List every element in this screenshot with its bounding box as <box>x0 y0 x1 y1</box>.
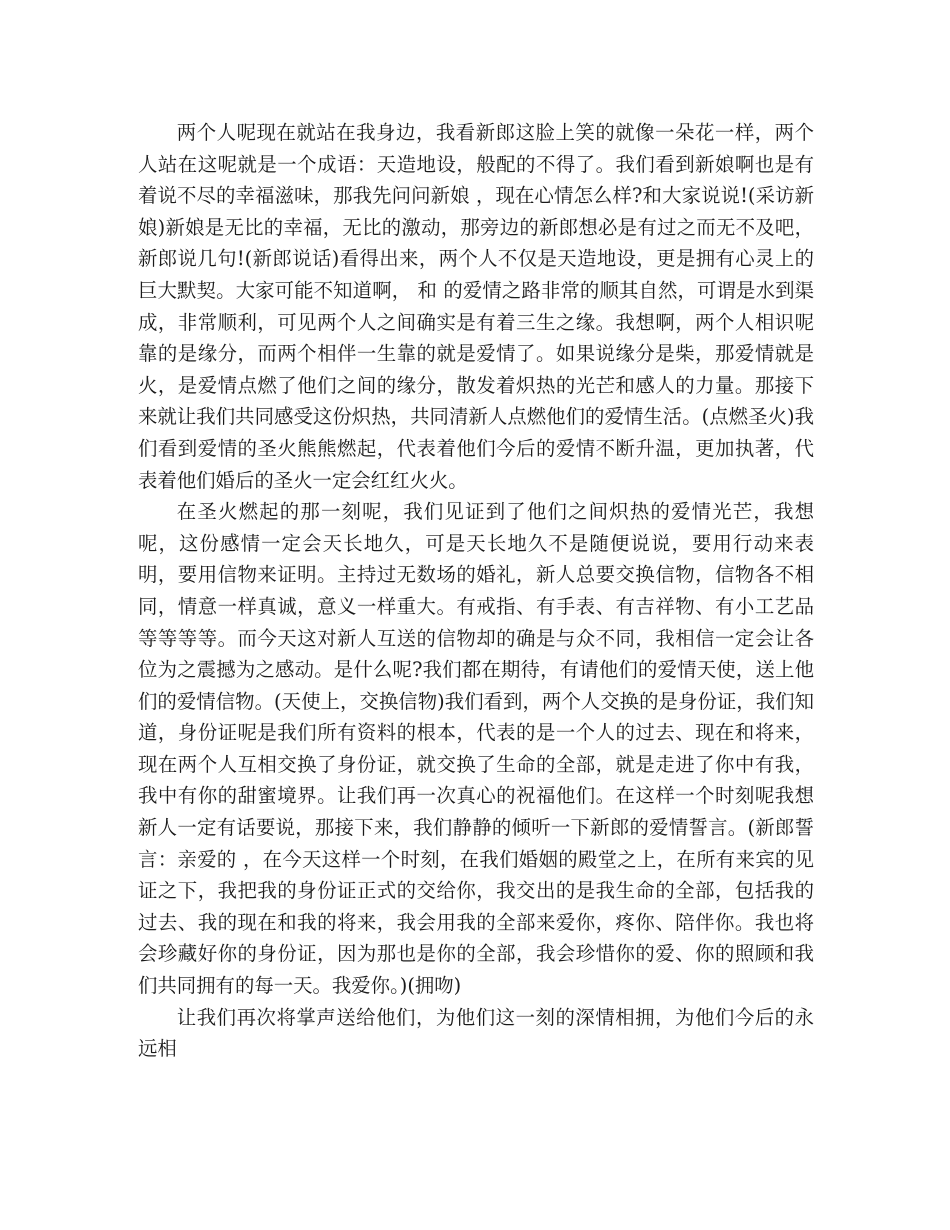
paragraph-3: 让我们再次将掌声送给他们，为他们这一刻的深情相拥，为他们今后的永远相 <box>138 1005 814 1061</box>
paragraph-1: 两个人呢现在就站在我身边，我看新郎这脸上笑的就像一朵花一样，两个人站在这呢就是一个成语：天造地设，般配的不得了。我们看到新娘啊也是有着说不尽的幸福滋味，那我先问问新娘 ，现在心情怎么样?和大家说说!(采访新娘)新娘是无比的幸福，无比的激动，那旁边的新郎想必是有过之而无不及吧，新郎说几句!(新郎说话)看得出来，两个人不仅是天造地设，更是拥有心灵上的巨大默契。大家可能不知道啊， 和 的爱情之路非常的顺其自然，可谓是水到渠成，非常顺利，可见两个人之间确实是有着三生之缘。我想啊，两个人相识呢靠的是缘分，而两个相伴一生靠的就是爱情了。如果说缘分是柴，那爱情就是火，是爱情点燃了他们之间的缘分，散发着炽热的光芒和感人的力量。那接下来就让我们共同感受这份炽热，共同清新人点燃他们的爱情生活。(点燃圣火)我们看到爱情的圣火熊熊燃起，代表着他们今后的爱情不断升温，更加执著，代表着他们婚后的圣火一定会红红火火。 <box>138 121 814 492</box>
document-body <box>138 117 814 1065</box>
paragraph-2: 在圣火燃起的那一刻呢，我们见证到了他们之间炽热的爱情光芒，我想呢，这份感情一定会天长地久，可是天长地久不是随便说说，要用行动来表明，要用信物来证明。主持过无数场的婚礼，新人总要交换信物，信物各不相同，情意一样真诚，意义一样重大。有戒指、有手表、有吉祥物、有小工艺品等等等等。而今天这对新人互送的信物却的确是与众不同，我相信一定会让各位为之震撼为之感动。是什么呢?我们都在期待，有请他们的爱情天使，送上他们的爱情信物。(天使上，交换信物)我们看到，两个人交换的是身份证，我们知道，身份证呢是我们所有资料的根本，代表的是一个人的过去、现在和将来，现在两个人互相交换了身份证，就交换了生命的全部，就是走进了你中有我，我中有你的甜蜜境界。让我们再一次真心的祝福他们。在这样一个时刻呢我想新人一定有话要说，那接下来，我们静静的倾听一下新郎的爱情誓言。(新郎誓言：亲爱的 ，在今天这样一个时刻，在我们婚姻的殿堂之上，在所有来宾的见证之下，我把我的身份证正式的交给你，我交出的是我生命的全部，包括我的过去、我的现在和我的将来，我会用我的全部来爱你，疼你、陪伴你。我也将会珍藏好你的身份证，因为那也是你的全部，我会珍惜你的爱、你的照顾和我们共同拥有的每一天。我爱你。)(拥吻) <box>138 500 814 998</box>
